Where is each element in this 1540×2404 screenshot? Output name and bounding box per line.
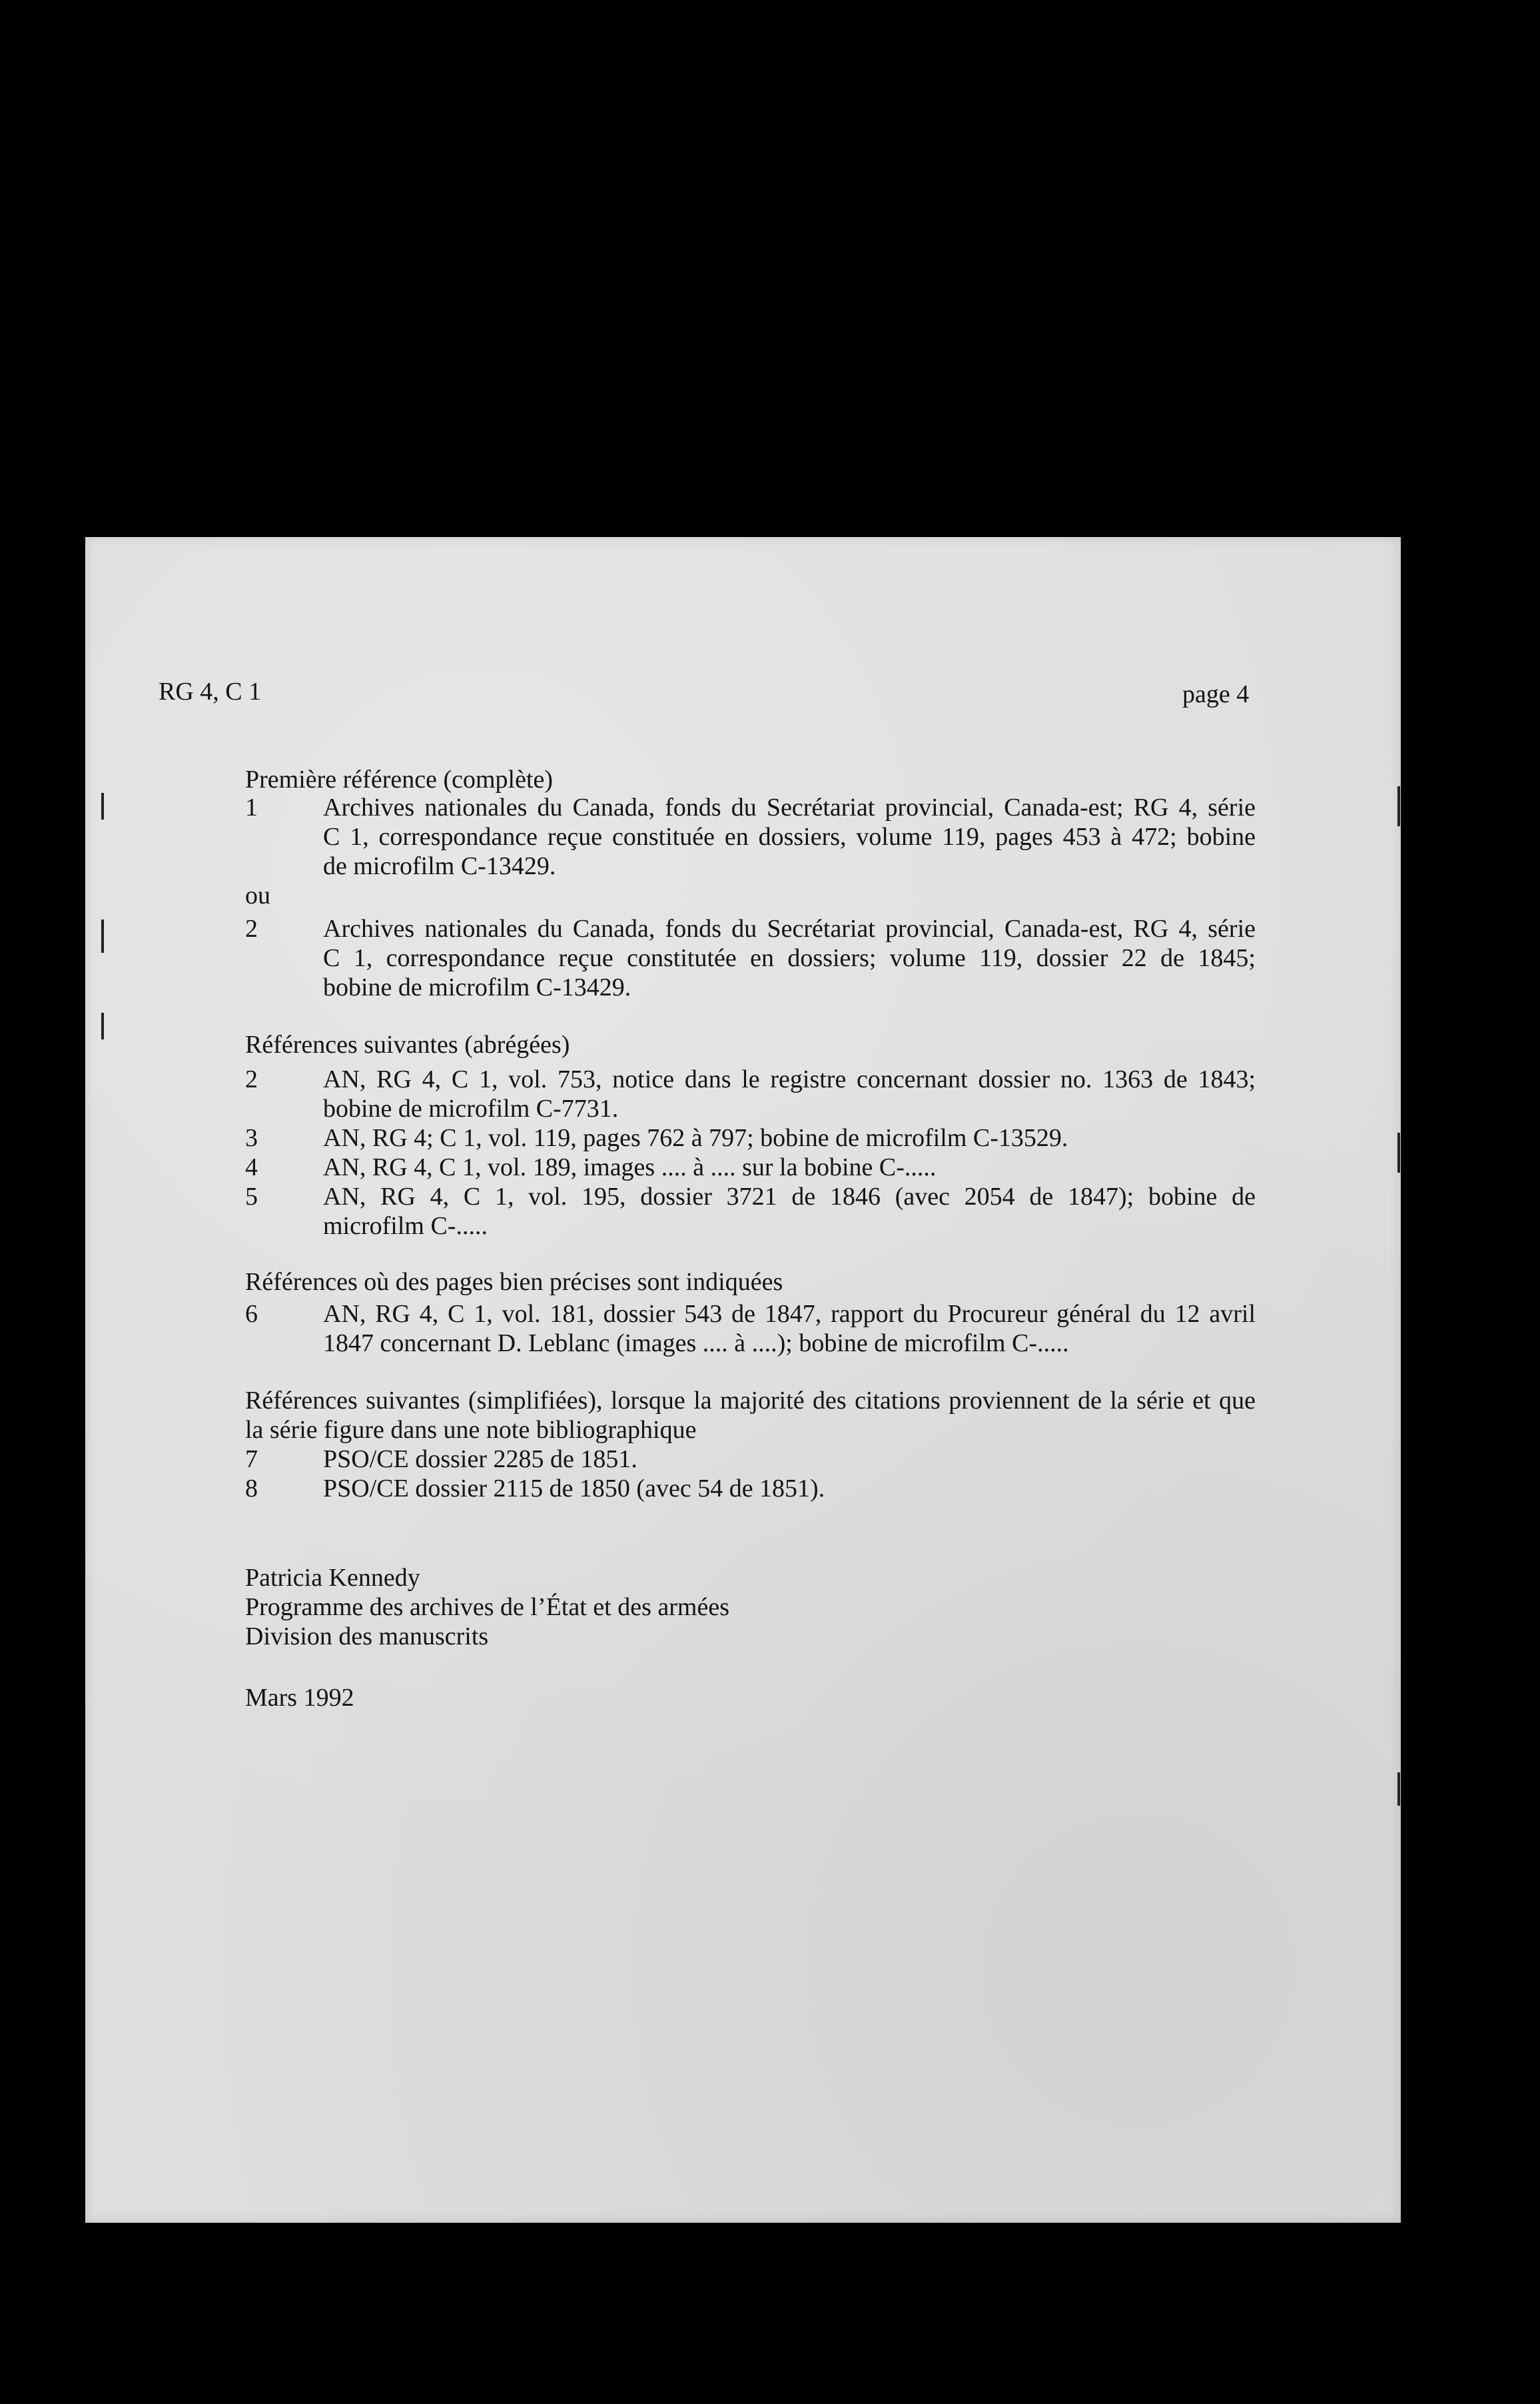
item-line: 1847 concernant D. Leblanc (images .... à ....); bobine de microfilm C-..... [323,1329,1069,1357]
item-line: C 1, correspondance reçue constitutée en dossiers; volume 119, dossier 22 de 1845; [323,944,1256,972]
item-line: C 1, correspondance reçue constituée en dossiers, volume 119, pages 453 à 472; bobine [323,823,1256,851]
item-line: AN, RG 4, C 1, vol. 181, dossier 543 de 1847, rapport du Procureur général du 12 avril [323,1300,1256,1328]
scan-edge-mark [101,1013,104,1039]
or-label: ou [245,882,270,909]
item-number: 8 [245,1475,258,1502]
item-line: AN, RG 4, C 1, vol. 753, notice dans le registre concernant dossier no. 1363 de 1843; [323,1065,1256,1093]
item-line: AN, RG 4, C 1, vol. 195, dossier 3721 de 1846 (avec 2054 de 1847); bobine de [323,1183,1256,1211]
author-name: Patricia Kennedy [245,1564,420,1592]
scan-edge-mark [1397,1133,1400,1173]
scan-edge-mark [101,919,104,953]
author-program: Programme des archives de l’État et des armées [245,1593,729,1621]
item-line: de microfilm C-13429. [323,852,556,880]
section-heading-simplified-references-continued: la série figure dans une note bibliographique [245,1416,697,1444]
item-number: 3 [245,1124,258,1152]
item-line: PSO/CE dossier 2285 de 1851. [323,1445,637,1473]
header-reference: RG 4, C 1 [159,678,262,706]
scan-edge-mark [101,793,104,820]
item-number: 2 [245,1065,258,1093]
item-line: bobine de microfilm C-7731. [323,1095,619,1123]
scan-edge-mark [1397,1772,1400,1806]
scan-edge-mark [1397,786,1400,826]
item-line: microfilm C-..... [323,1212,488,1240]
item-number: 2 [245,915,258,943]
item-number: 4 [245,1153,258,1181]
item-number: 5 [245,1183,258,1211]
page-number: page 4 [1182,680,1250,708]
item-line: PSO/CE dossier 2115 de 1850 (avec 54 de 1851). [323,1475,825,1502]
item-line: Archives nationales du Canada, fonds du Secrétariat provincial, Canada-est, RG 4, série [323,915,1256,943]
item-number: 6 [245,1300,258,1328]
item-line: bobine de microfilm C-13429. [323,973,631,1001]
document-date: Mars 1992 [245,1684,354,1712]
section-heading-simplified-references: Références suivantes (simplifiées), lorsque la majorité des citations proviennent de la série et que [245,1387,1256,1415]
item-line: AN, RG 4, C 1, vol. 189, images .... à .... sur la bobine C-..... [323,1153,937,1181]
item-line: AN, RG 4; C 1, vol. 119, pages 762 à 797; bobine de microfilm C-13529. [323,1124,1068,1152]
item-number: 1 [245,794,258,822]
author-division: Division des manuscrits [245,1622,489,1650]
section-heading-precise-pages: Références où des pages bien précises sont indiquées [245,1268,783,1296]
item-line: Archives nationales du Canada, fonds du Secrétariat provincial, Canada-est; RG 4, série [323,794,1256,822]
section-heading-following-references: Références suivantes (abrégées) [245,1031,570,1059]
item-number: 7 [245,1445,258,1473]
section-heading-first-reference: Première référence (complète) [245,766,554,794]
